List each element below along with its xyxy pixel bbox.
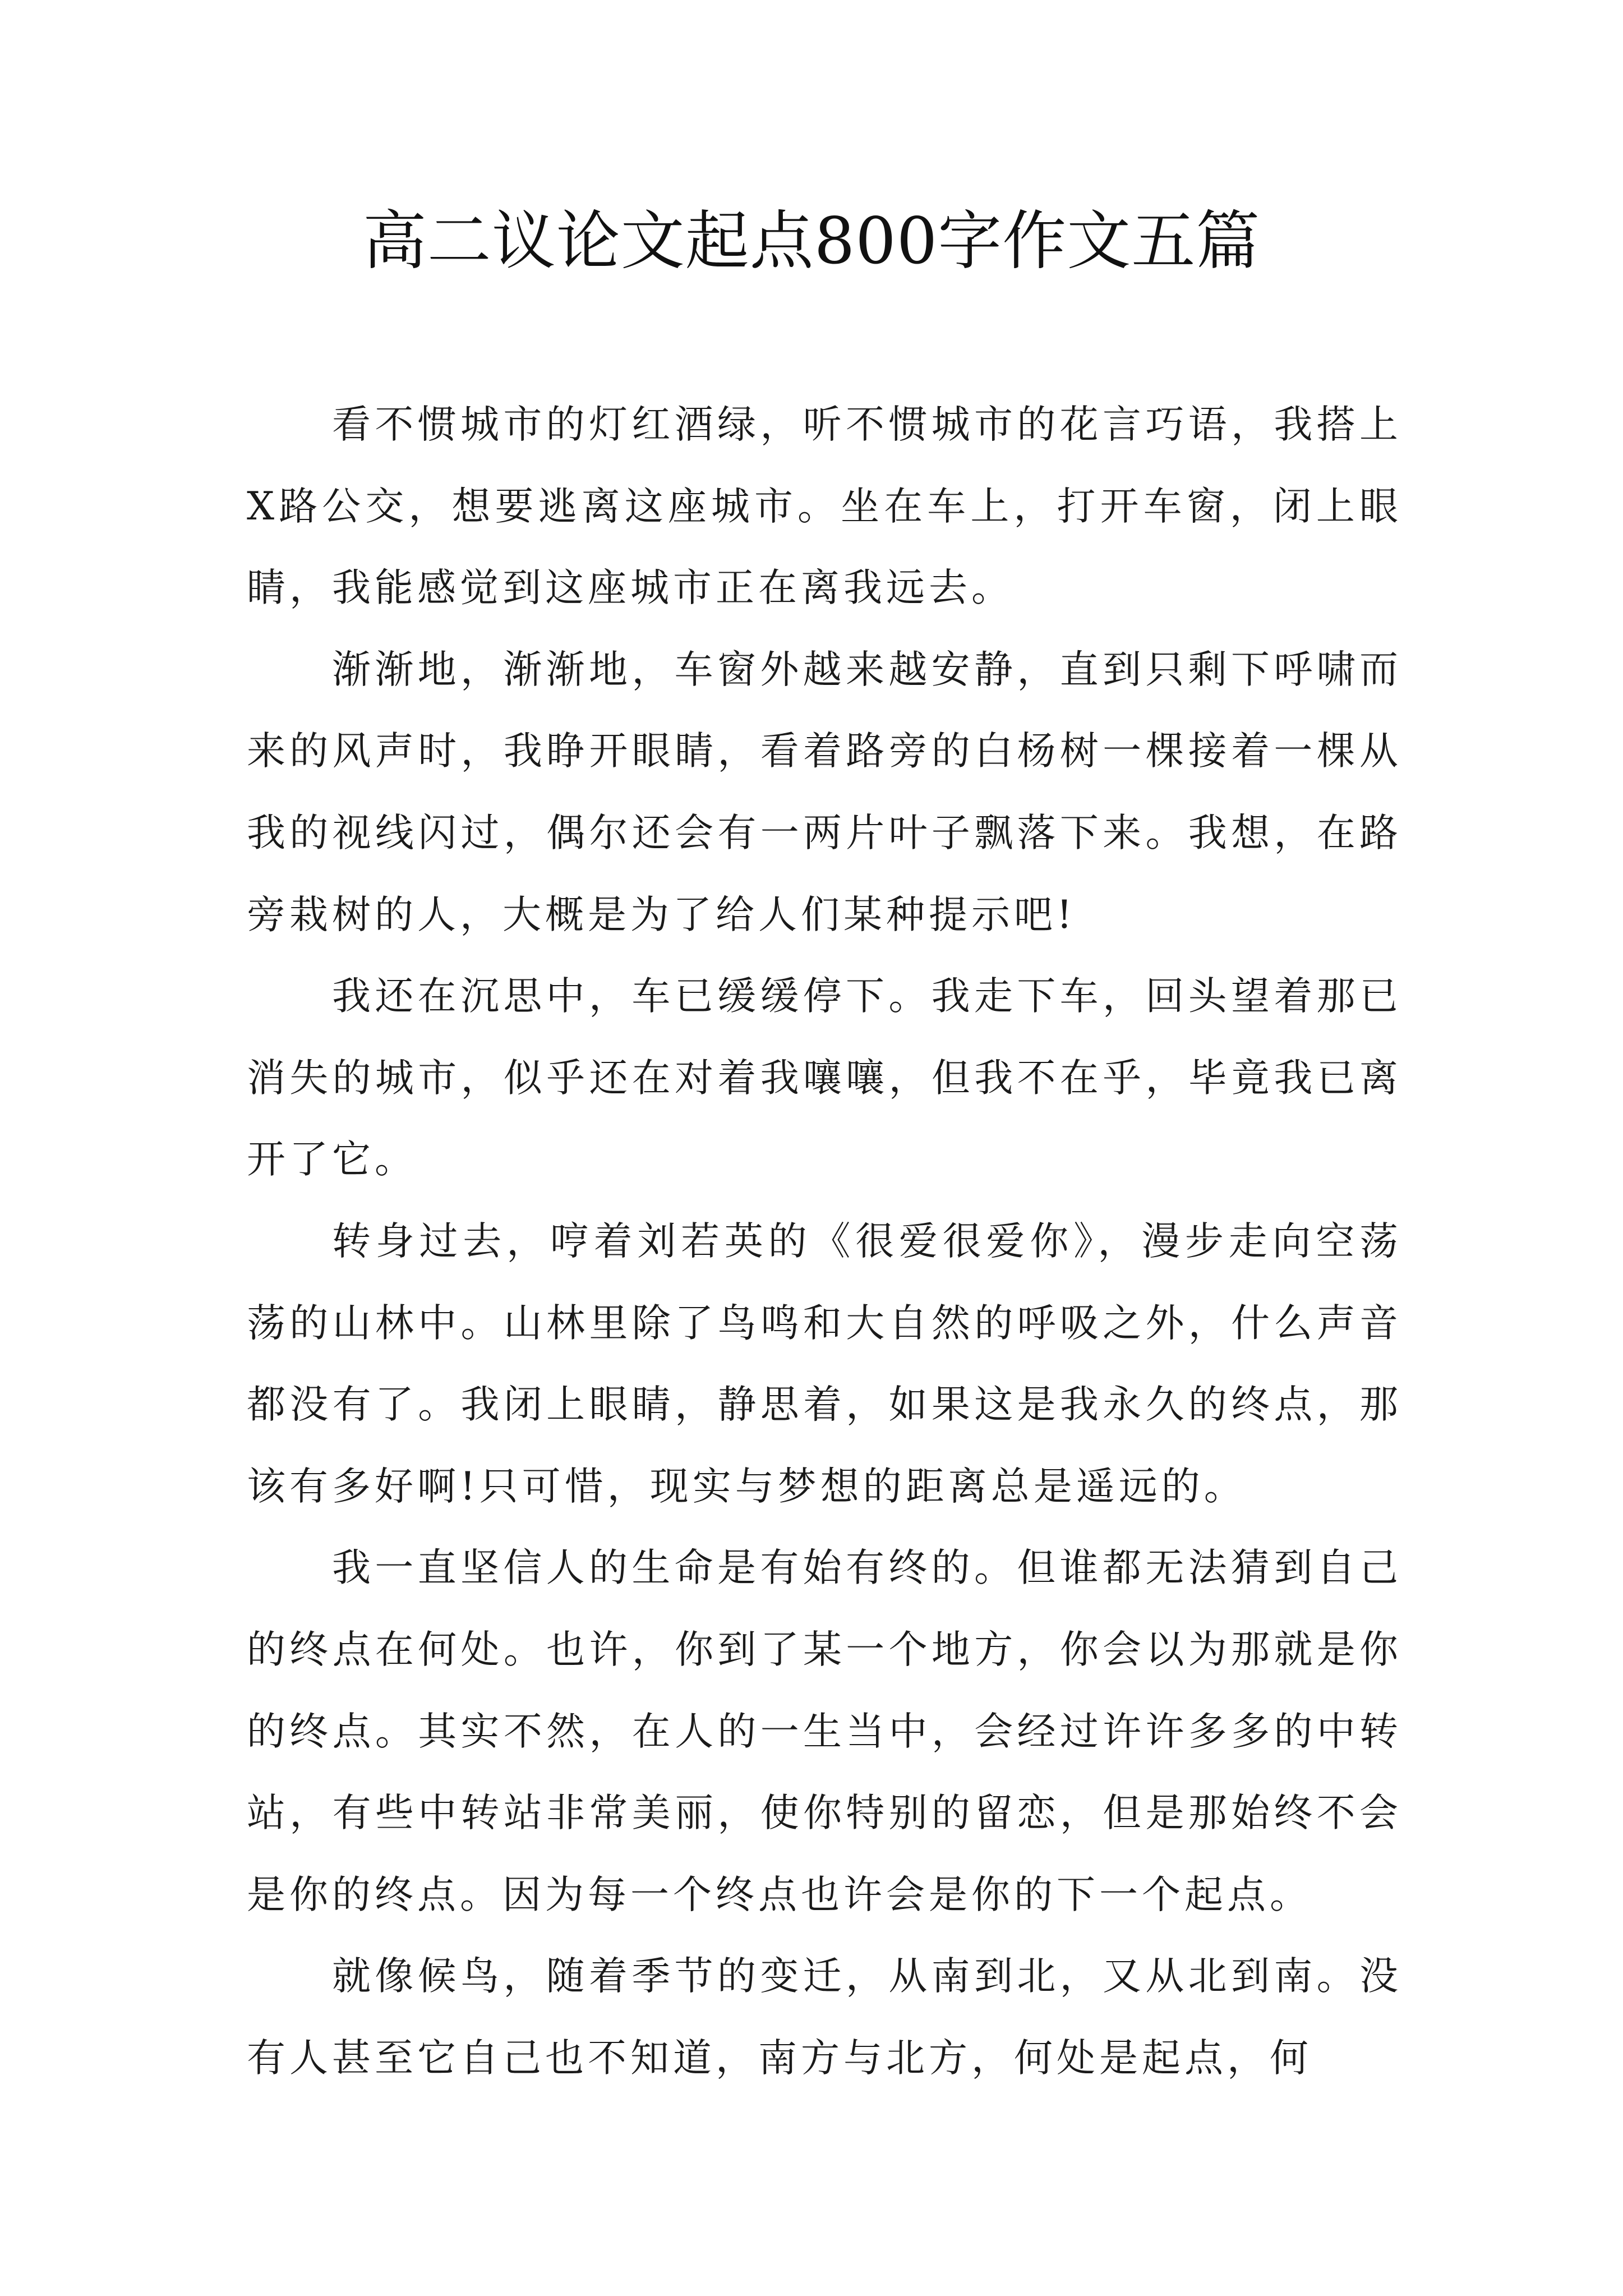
paragraph-3: 我还在沉思中，车已缓缓停下。我走下车，回头望着那已消失的城市，似乎还在对着我嚷嚷，但我不在乎，毕竟我已离开了它。 <box>247 974 1402 1182</box>
paragraph-5: 我一直坚信人的生命是有始有终的。但谁都无法猜到自己的终点在何处。也许，你到了某一个地方，你会以为那就是你的终点。其实不然，在人的一生当中，会经过许许多多的中转站，有些中转站非常美丽，使你特别的留恋，但是那始终不会是你的终点。因为每一个终点也许会是你的下一个起点。 <box>247 1545 1402 1917</box>
document-body <box>247 384 1402 2099</box>
paragraph-2: 渐渐地，渐渐地，车窗外越来越安静，直到只剩下呼啸而来的风声时，我睁开眼睛，看着路旁的白杨树一棵接着一棵从我的视线闪过，偶尔还会有一两片叶子飘落下来。我想，在路旁栽树的人，大概是为了给人们某种提示吧! <box>247 647 1402 937</box>
document-title: 高二议论文起点800字作文五篇 <box>362 204 1261 278</box>
paragraph-1: 看不惯城市的灯红酒绿，听不惯城市的花言巧语，我搭上X路公交，想要逃离这座城市。坐在车上，打开车窗，闭上眼睛，我能感觉到这座城市正在离我远去。 <box>247 402 1402 611</box>
paragraph-6: 就像候鸟，随着季节的变迁，从南到北，又从北到南。没有人甚至它自己也不知道，南方与北方，何处是起点，何 <box>247 1954 1402 2081</box>
paragraph-4: 转身过去，哼着刘若英的《很爱很爱你》，漫步走向空荡荡的山林中。山林里除了鸟鸣和大自然的呼吸之外，什么声音都没有了。我闭上眼睛，静思着，如果这是我永久的终点，那该有多好啊!只可惜，现实与梦想的距离总是遥远的。 <box>247 1218 1402 1509</box>
